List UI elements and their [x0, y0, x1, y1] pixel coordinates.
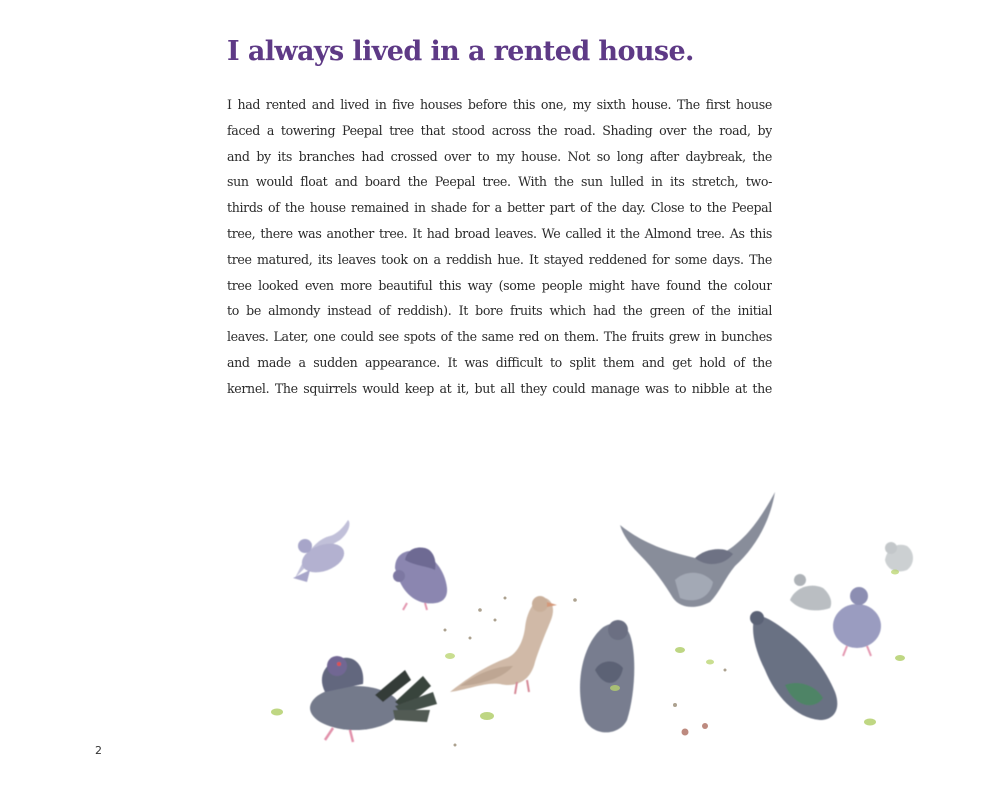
paragraph-line: leaves. Later, one could see spots of the same red on them. The fruits grew in bunches	[227, 329, 772, 345]
pigeon-icon	[750, 611, 837, 720]
pigeons-illustration-icon	[255, 470, 935, 780]
pigeon-icon	[450, 596, 557, 694]
paragraph-line: sun would float and board the Peepal tree. With the sun lulled in its stretch, two-	[227, 174, 772, 190]
body-paragraph	[227, 92, 772, 402]
paragraph-line: faced a towering Peepal tree that stood across the road. Shading over the road, by	[227, 122, 772, 138]
paragraph-line: kernel. The squirrels would keep at it, but all they could manage was to nibble at the	[227, 380, 772, 396]
page-title: I always lived in a rented house.	[227, 36, 694, 67]
paragraph-line: and by its branches had crossed over to my house. Not so long after daybreak, the	[227, 148, 772, 164]
pigeon-icon	[885, 542, 913, 572]
paragraph-line: to be almondy instead of reddish). It bore fruits which had the green of the initial	[227, 303, 772, 319]
paragraph-line: tree looked even more beautiful this way (some people might have found the colour	[227, 277, 772, 293]
page-number: 2	[95, 744, 102, 757]
paragraph-line: tree, there was another tree. It had broad leaves. We called it the Almond tree. As this	[227, 225, 772, 241]
paragraph-line: and made a sudden appearance. It was difficult to split them and get hold of the	[227, 354, 772, 370]
pigeon-icon	[580, 620, 634, 732]
pigeon-icon	[790, 574, 831, 610]
paragraph-line: I had rented and lived in five houses before this one, my sixth house. The first house	[227, 97, 772, 112]
pigeon-icon	[833, 587, 881, 656]
pigeon-icon	[310, 656, 437, 742]
pigeon-icon	[293, 520, 349, 582]
pigeon-icon	[620, 492, 775, 607]
paragraph-line: tree matured, its leaves took on a reddish hue. It stayed reddened for some days. The	[227, 251, 772, 267]
pigeon-icon	[393, 548, 447, 611]
paragraph-line: thirds of the house remained in shade for a better part of the day. Close to the Peepal	[227, 200, 772, 216]
